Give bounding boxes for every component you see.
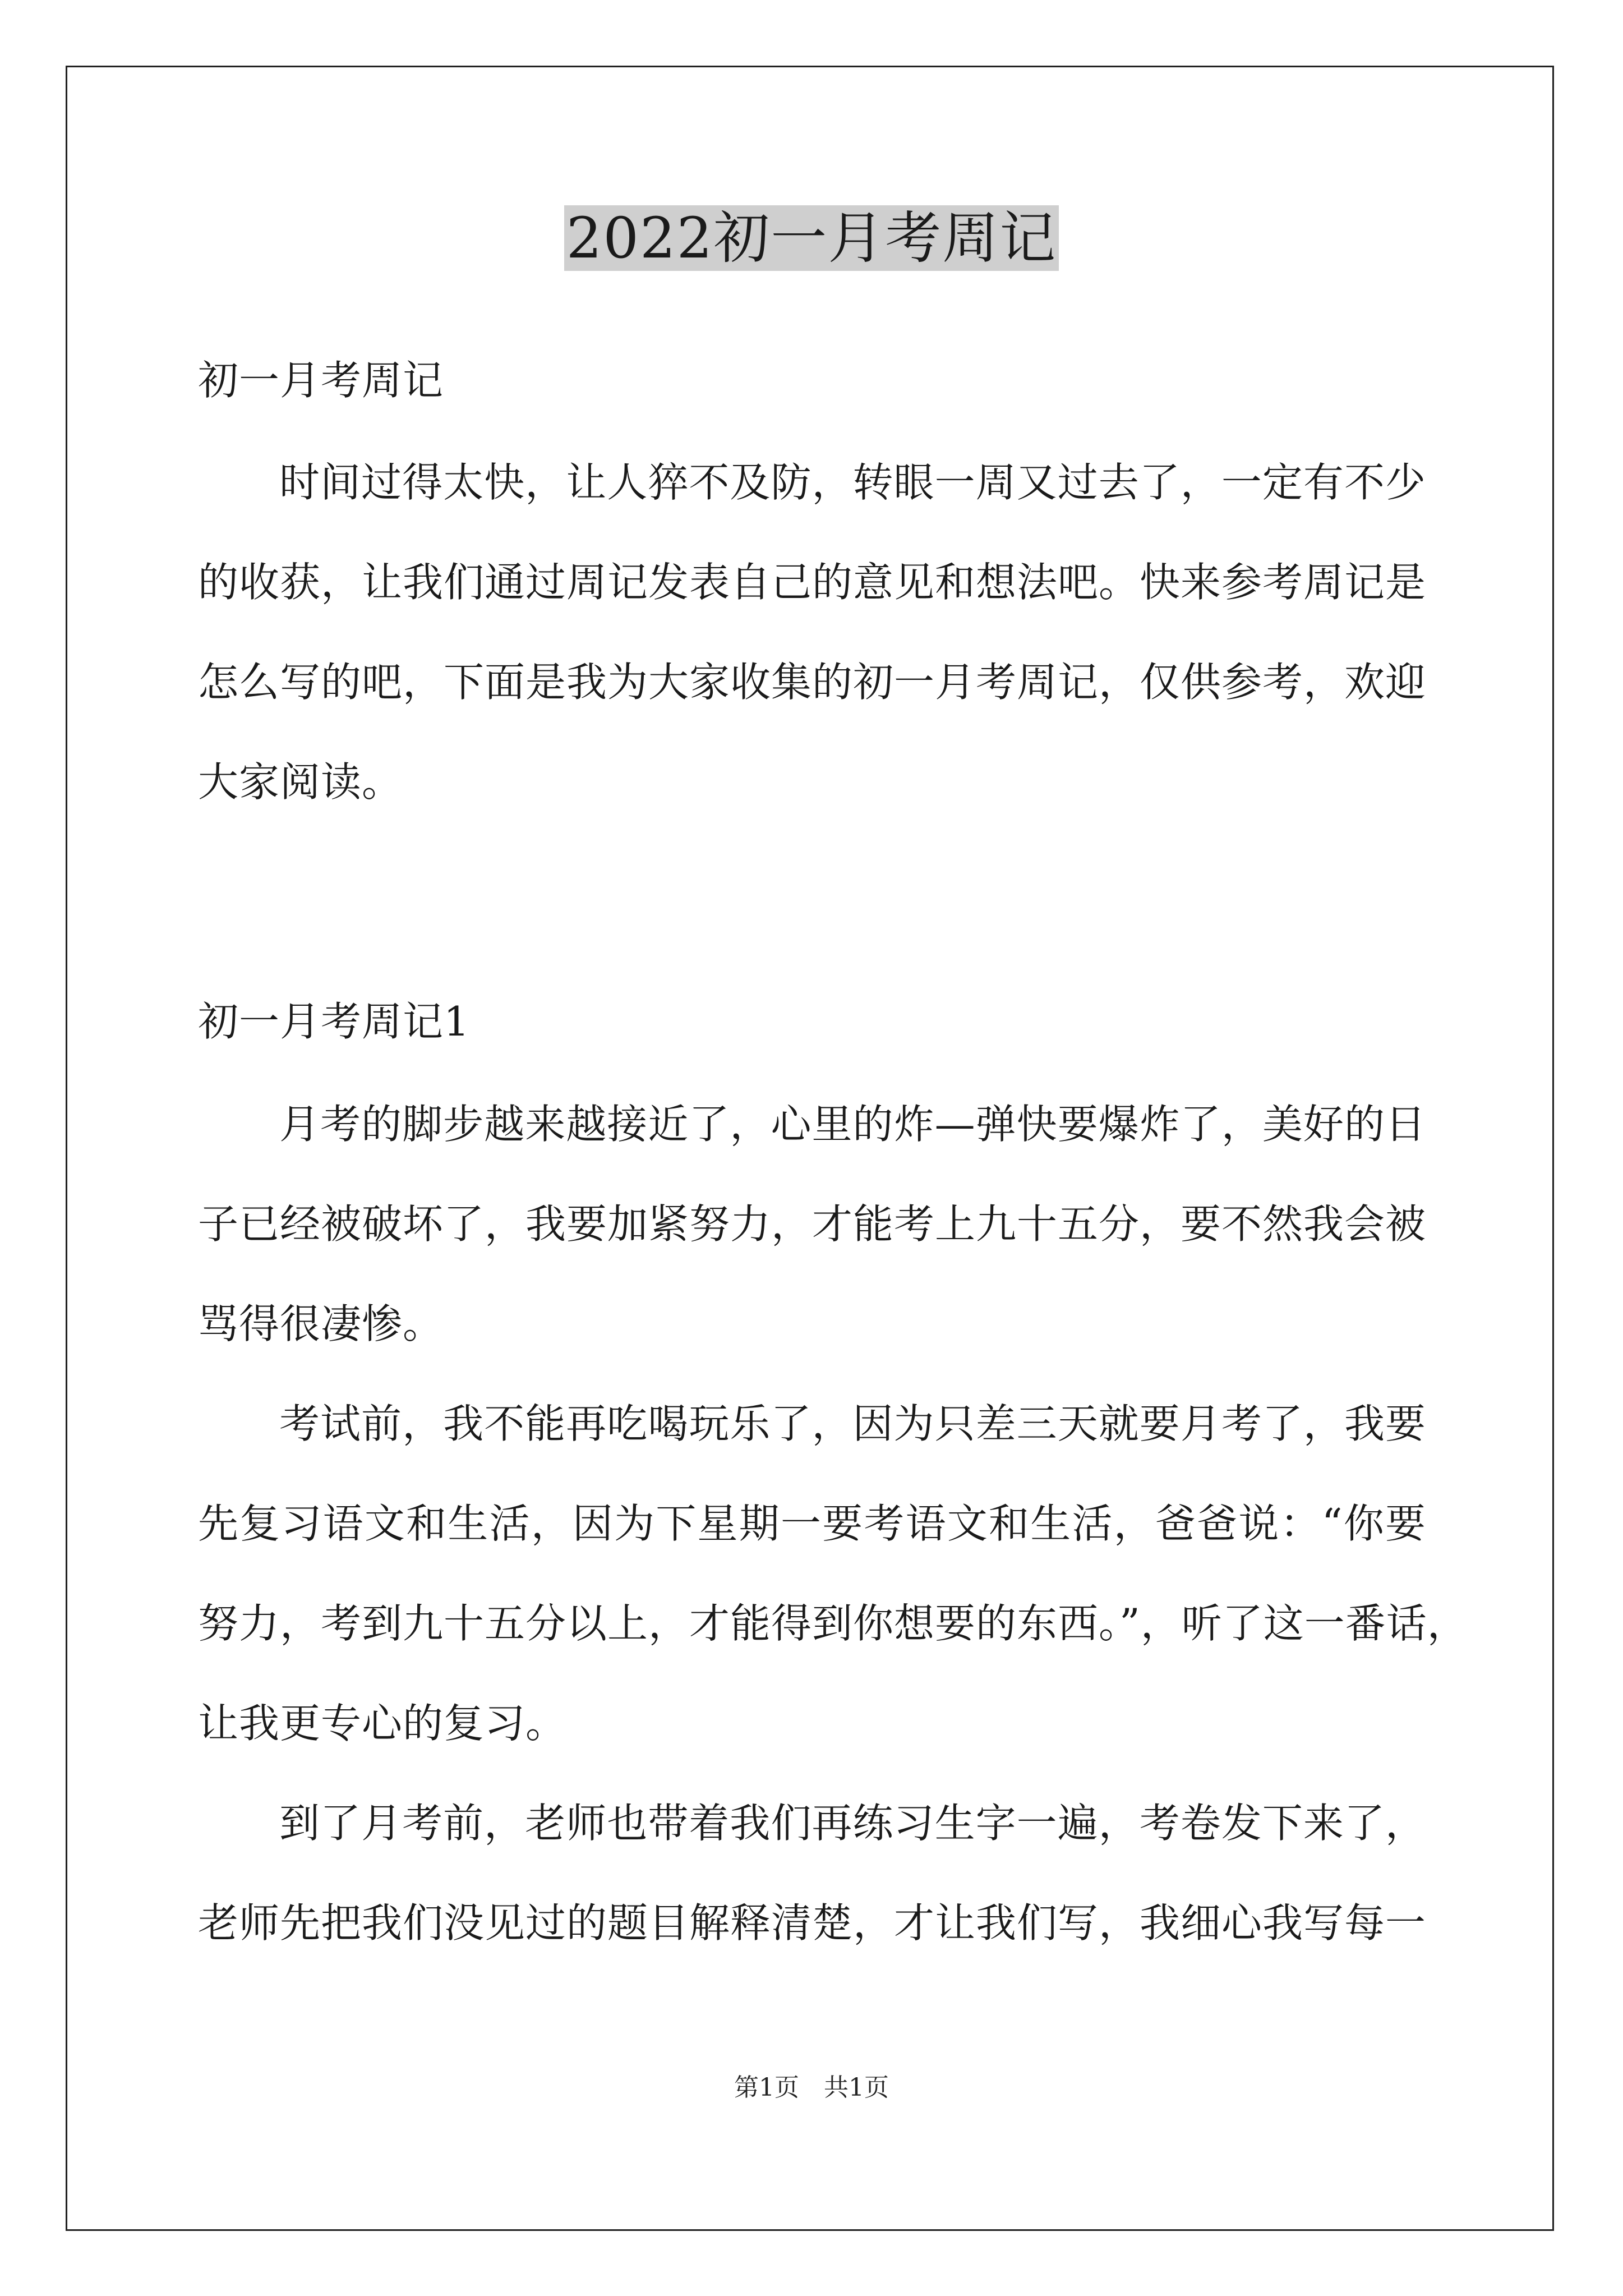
document-title (0, 196, 1623, 280)
intro-line: 时间过得太快，让人猝不及防，转眼一周又过去了，一定有不少 (279, 459, 1426, 506)
document-title-text: 2022初一月考周记 (564, 205, 1059, 271)
intro-line: 怎么写的吧，下面是我为大家收集的初一月考周记，仅供参考，欢迎 (198, 659, 1427, 706)
paragraph-line: 考试前，我不能再吃喝玩乐了，因为只差三天就要月考了，我要 (279, 1400, 1426, 1447)
intro-line: 的收获，让我们通过周记发表自己的意见和想法吧。快来参考周记是 (198, 559, 1427, 606)
paragraph-line: 月考的脚步越来越接近了，心里的炸—弹快要爆炸了，美好的日 (279, 1101, 1426, 1148)
paragraph-line: 子已经被破坏了，我要加紧努力，才能考上九十五分，要不然我会被 (198, 1200, 1427, 1248)
paragraph-line: 让我更专心的复习。 (198, 1700, 567, 1747)
subtitle: 初一月考周记 (198, 357, 444, 404)
section-heading: 初一月考周记1 (198, 998, 470, 1045)
paragraph-line: 到了月考前，老师也带着我们再练习生字一遍，考卷发下来了， (279, 1800, 1426, 1847)
paragraph-line: 努力，考到九十五分以上，才能得到你想要的东西。”，听了这一番话， (198, 1600, 1468, 1647)
paragraph-line: 老师先把我们没见过的题目解释清楚，才让我们写，我细心我写每一 (198, 1899, 1427, 1947)
page-footer: 第1页 共1页 (734, 2073, 889, 2102)
paragraph-line: 先复习语文和生活，因为下星期一要考语文和生活，爸爸说：“你要 (198, 1500, 1426, 1547)
paragraph-line: 骂得很凄惨。 (198, 1300, 444, 1347)
intro-line: 大家阅读。 (198, 758, 403, 806)
